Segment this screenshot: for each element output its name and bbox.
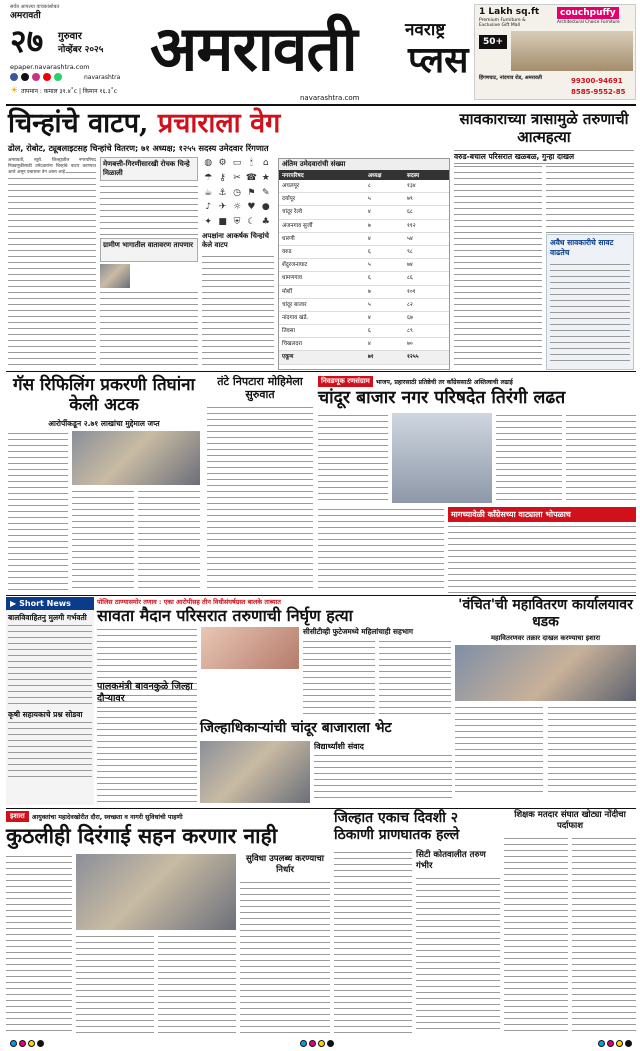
attacks-headline: जिल्हात एकाच दिवशी २ ठिकाणी प्राणघातक हल्ले [334,810,460,843]
table-cell: ४ [367,314,371,321]
table-row [279,286,449,299]
table-row [279,193,449,206]
ad-phone-1: 99300-94691 [571,77,623,85]
suicide-story [452,108,636,370]
table-row [279,325,449,338]
murder-story [97,597,452,679]
table-cell: ६८ [406,209,413,216]
attacks-body-col-2 [416,876,500,1034]
vanchit-story [455,597,636,795]
row2-rule [6,371,636,372]
heart-icon: ♥ [247,202,256,213]
yellow-mark-icon [28,1040,35,1047]
gas-body-col-1 [8,431,68,593]
table-cell: ४ [367,341,371,348]
ad-phone-2: 8585-9552-85 [571,88,626,96]
table-cell: ७१ [367,354,374,361]
vanchit-body-col-1 [455,705,543,795]
black-mark-icon [37,1040,44,1047]
bell-icon: ♪ [205,202,212,213]
facebook-icon[interactable] [10,73,18,81]
table-row [279,272,449,285]
candidate-table [278,158,450,370]
masthead-tag-navarashtra: नवराष्ट्र [405,20,446,40]
table-row [279,338,449,351]
table-cell: ६७ [406,314,413,321]
attacks-story [334,810,500,1034]
commissioner-kicker [6,810,330,822]
suicide-subheadline: वरुड-बचाल परिसरात खळबळ, गुन्हा दाखल [454,150,634,164]
key-icon: ⚷ [219,172,226,183]
anchor-icon: ⚓ [218,187,227,198]
ad-brand: couchpuffy [557,7,619,19]
table-cell: ११२ [406,222,416,229]
table-cell: ७९ [406,196,413,203]
table-cell: अचलपूर [282,183,300,189]
table-cell: ८ [367,183,371,189]
masthead-tag-plus: प्लस [408,39,469,81]
table-row [279,180,449,193]
table-cell: तिवसा [282,328,295,335]
murder-kicker: पोलिस ठाण्यासमोर तणाव : एका आरोपीसह तीन विधीसंघर्षग्रस्त बालके ताब्यात [97,598,281,606]
ad-location: हिंगणघाट, नांदगाव रोड, अमरावती [479,75,542,81]
commissioner-body-col-2 [76,934,154,1034]
gas-story [6,373,202,593]
dispute-headline: तंटे निपटारा मोहिमेला सुरुवात [217,375,303,401]
commissioner-body-col-1 [6,854,72,1034]
suicide-side-body [550,262,630,366]
vanchit-headline: 'वंचित'ची महावितरण कार्यालयावर धडक [458,597,633,630]
short-news-item-2-body [8,720,92,782]
chandur-headline: चांदूर बाजार नगर परिषदेत तिरंगी लढत [318,388,566,408]
print-color-bar-center [300,1040,334,1047]
collector-photo [200,741,310,803]
lead-photo-crowd [100,264,130,288]
collector-subheadline: विद्यार्थ्यांशी संवाद [314,742,364,751]
box-icon: ■ [218,217,227,228]
magenta-mark-right-icon [607,1040,614,1047]
murder-subheadline: सीसीटीव्ही फुटेजमध्ये महिलांचाही सहभाग [303,627,413,636]
ad-furniture-image [511,31,633,71]
masthead-city: अमरावती [10,11,41,21]
vanchit-subheadline: महावितरणवर तक्रार दाखल करण्याचा इशारा [490,634,600,642]
congress-body [448,524,636,594]
table-header-cell: नगरपरिषद [282,173,304,179]
table-cell: अंजनगाव सुर्जी [282,222,313,229]
suicide-headline: सावकाराच्या त्रासामुळे तरुणाची आत्महत्या [459,110,629,146]
commissioner-side-body [240,880,330,1034]
sun-symbol-icon: ☼ [232,202,242,213]
table-row [279,233,449,246]
table-cell: ४ [367,235,371,242]
youtube-icon[interactable] [43,73,51,81]
lead-side-box-1 [100,157,198,181]
chandur-kicker-tag: निवडणूक रणसंग्राम [318,376,373,387]
suicide-body-col-2 [546,164,634,234]
collector-headline: जिल्हाधिकाऱ्यांची चांदूर बाजाराला भेट [200,720,392,736]
ad-badge: 50+ [479,35,507,49]
table-row [279,351,449,364]
table-cell: मोर्शी [282,288,293,295]
bulb-icon: ✦ [204,217,212,228]
weather-text: तापमान : कमाल ३१.४˚c | किमान १६.३˚c [21,88,118,95]
cup-icon: ☕ [204,187,213,198]
table-row [279,206,449,219]
lead-side-box-2 [100,238,198,262]
commissioner-body-col-3 [158,934,236,1034]
shield-icon: ⛨ [233,217,241,228]
lead-body-col-2 [100,184,198,236]
table-cell: ६ [367,275,371,282]
table-cell: ५ [367,262,371,269]
masthead-title: अमरावती [150,12,357,85]
table-header-cell: अध्यक्ष [367,173,382,179]
collector-story [200,721,452,805]
congress-headline: मागच्यावेळी काँग्रेसच्या वाट्याला भोपळाच [448,507,636,522]
murder-photo [201,627,299,669]
symbols-caption: अपक्षांना आकर्षक चिन्हांचे केले वाटप [202,232,270,249]
masthead [0,0,640,106]
black-mark-center-icon [327,1040,334,1047]
table-cell: ५ [367,196,371,203]
robot-icon: ⚙ [218,158,227,168]
table-cell: दर्यापूर [282,196,296,203]
table-cell: ९८ [406,248,413,255]
lead-side-head-1: मेणबत्ती-गिरणीसारखी रोचक चिन्हे मिळाली [103,160,190,177]
news-icon: ▶ [10,599,17,608]
table-cell: वरुड [282,248,292,255]
yellow-mark-center-icon [318,1040,325,1047]
chandur-photo-ballot [392,413,492,503]
lead-body-col-1 [8,158,96,370]
collector-body [314,753,452,803]
sun-icon: ☀ [10,86,19,96]
short-news-label [6,597,94,610]
attacks-body-col-1 [334,850,412,1034]
table-cell: ६ [367,248,371,255]
short-news-item-2-head: कृषी सहायकाचे प्रश्न सोडवा [8,710,83,719]
short-news [6,597,94,805]
table-cell: नांदगाव खंडे. [282,314,309,321]
flag-icon: ⚑ [247,187,256,198]
clock-icon: ◷ [233,187,241,198]
symbols-body [202,254,274,370]
cyan-mark-icon [10,1040,17,1047]
table-row [279,312,449,325]
guardian-minister-story [97,681,197,805]
table-cell: धारणी [282,235,295,242]
table-cell: १२५५ [406,354,419,361]
congress-box [448,507,636,593]
murder-body-col-3 [379,639,451,719]
murder-headline: सावता मैदान परिसरात तरुणाची निर्घृण हत्या [97,606,353,625]
symbol-icons-grid [202,158,272,230]
table-cell: एकूण [282,354,294,361]
gas-subheadline: आरोपींकडून २.७१ लाखांचा मुद्देमाल जप्त [48,419,160,428]
ad-headline: 1 Lakh sq.ft [479,7,540,17]
plane-icon: ✈ [218,202,227,213]
suicide-side-head: अवैध सावकारीचे सावट वाढतेच [550,238,614,257]
print-color-bar-right [598,1040,632,1047]
black-mark-right-icon [625,1040,632,1047]
chandur-body-col-2 [496,413,562,503]
dispute-body [207,405,313,593]
candle-icon: 🕯 [250,158,253,168]
commissioner-photo [76,854,236,930]
masthead-website[interactable]: navarashtra.com [300,94,360,102]
pen-icon: ✎ [262,187,270,198]
gas-body-col-2 [72,489,134,593]
table-cell: ४ [367,209,371,216]
commissioner-kicker-tag: इशारा [6,811,29,822]
table-title: अंतिम उमेदवारांची संख्या [279,159,449,170]
chandur-story [318,373,636,593]
short-news-item-1-body [8,623,92,707]
suicide-side-box [546,234,634,370]
chandur-body-col-3 [566,413,636,503]
mill-icon: ⌂ [262,158,269,168]
tree-icon: ♣ [261,217,270,228]
table-cell: ८६ [406,275,413,282]
table-cell: ८९ [406,328,413,335]
row4-rule [6,808,636,809]
print-color-bar-left [10,1040,44,1047]
attacks-subheadline: सिटी कोतवालीत तरुण गंभीर [416,850,486,871]
table-cell: ७ [367,288,371,295]
gas-body-col-3 [138,489,200,593]
yellow-mark-right-icon [616,1040,623,1047]
suicide-body-col-1 [454,164,542,370]
lead-headline [8,110,280,138]
table-body [279,170,449,365]
table-cell: ८२ [406,301,413,308]
twitter-icon[interactable] [21,73,29,81]
table-cell: ५४ [406,235,413,242]
whatsapp-icon[interactable] [54,73,62,81]
table-cell: १३४ [406,183,416,189]
ball-icon: ● [261,202,270,213]
guardian-body [97,709,197,805]
short-news-item-1-head: बालविवाहितनु मुलगी गर्भवती [8,613,87,622]
month-year: नोव्हेंबर २०२५ [58,45,104,55]
chandur-kicker-rest: भाजप, प्रहारसाठी प्रतिष्ठेची तर काँग्रेससाठी अस्तित्वाची लढाई [375,378,513,386]
weather [10,86,117,96]
teacher-headline: शिक्षक मतदार संघात खोट्या नोंदीचा पर्दाफाश [514,810,626,831]
table-cell: ६ [367,328,371,335]
vanchit-photo [455,645,636,701]
cyan-mark-center-icon [300,1040,307,1047]
table-header-row [279,170,449,180]
table-cell: चांदूर बाजार [282,301,307,308]
teacher-body-col-2 [572,836,636,1034]
masthead-rule [6,104,636,106]
social-handle[interactable]: navarashtra [84,74,121,81]
table-row [279,259,449,272]
table-cell: धामणगाव [282,275,302,282]
phone-icon: ☎ [245,172,257,183]
gas-photo [72,431,200,485]
table-cell: ७० [406,341,413,348]
masthead-tagline: सर्वत्र आपल्या वाचकांसोबत [10,4,60,10]
star-icon: ★ [261,172,270,183]
row3-rule [6,595,636,596]
lead-side-head-2: ग्रामीण भागातील वातावरण तापणार [103,241,194,249]
table-cell: शेंदुरजनाघाट [282,262,308,269]
commissioner-headline: कुठलीही दिरंगाई सहन करणार नाही [6,823,278,848]
table-cell: चांदूर रेल्वे [282,209,302,216]
table-cell: ७ [367,222,371,229]
cyan-mark-right-icon [598,1040,605,1047]
instagram-icon[interactable] [32,73,40,81]
dispute-story [205,373,315,593]
lead-headline-red: प्रचाराला वेग [157,108,281,139]
chandur-kicker [318,375,636,387]
teacher-body-col-1 [504,836,568,1034]
commissioner-story [6,810,330,1034]
table-cell: ५ [367,301,371,308]
epaper-url[interactable]: epaper.navarashtra.com [10,63,90,71]
vanchit-body-col-2 [548,705,636,795]
gas-headline: गॅस रिफिलिंग प्रकरणी तिघांना केली अटक [13,375,195,415]
lead-headline-black: चिन्हांचे वाटप, [8,108,149,139]
magenta-mark-icon [19,1040,26,1047]
lead-story [6,108,451,370]
ad-box[interactable] [474,4,636,100]
drum-icon: ◍ [204,158,213,168]
scissors-icon: ✂ [233,172,241,183]
lead-subheadline: ढोल, रोबोट, ट्यूबलाइटसह चिन्हांचे वितरण; ७१ अध्यक्ष; १२५५ सदस्य उमेदवार रिंगणात [8,143,269,153]
social-icons [10,73,82,81]
weekday: गुरुवार [58,31,82,42]
table-row [279,299,449,312]
table-header-cell: सदस्य [406,173,420,179]
table-row [279,220,449,233]
teacher-story [504,810,636,1034]
chandur-body-col-4 [318,507,444,593]
table-cell: चिखलदरा [282,341,303,348]
lead-body-col-3 [100,290,198,370]
murder-body-col-2 [303,639,375,719]
commissioner-side-head: सुविधा उपलब्ध करण्याचा निर्धार [246,854,324,875]
commissioner-kicker-rest: आयुक्तांचा महादेवखोरीत दौरा, स्वच्छता व नागरी सुविधांची पाहणी [31,813,183,821]
tubelight-icon: ▭ [232,158,242,168]
guardian-headline: पालकमंत्री बावनकुळे जिल्हा दौऱ्यावर [97,681,193,704]
lead-intro: अमरावती, ब्यूरो. जिल्ह्यातील नगरपरिषद निवडणुकीसाठी उमेदवारांना चिन्हांचे वाटप करण्यात आले असून प्रचाराला वेग आला आहे. [8,158,96,175]
umbrella-icon: ☂ [204,172,213,183]
table-row [279,246,449,259]
magenta-mark-center-icon [309,1040,316,1047]
table-cell: १०१ [406,288,416,295]
ad-subline: Premium Furniture & Exclusive Gift Mall [479,18,526,28]
short-news-text: Short News [19,599,71,608]
moon-icon: ☾ [247,217,256,228]
table-cell: ७४ [406,262,413,269]
chandur-body-col-1 [318,413,388,503]
ad-brand-sub: Architectural Choice Furniture [557,19,620,24]
date-number: २७ [10,22,44,60]
